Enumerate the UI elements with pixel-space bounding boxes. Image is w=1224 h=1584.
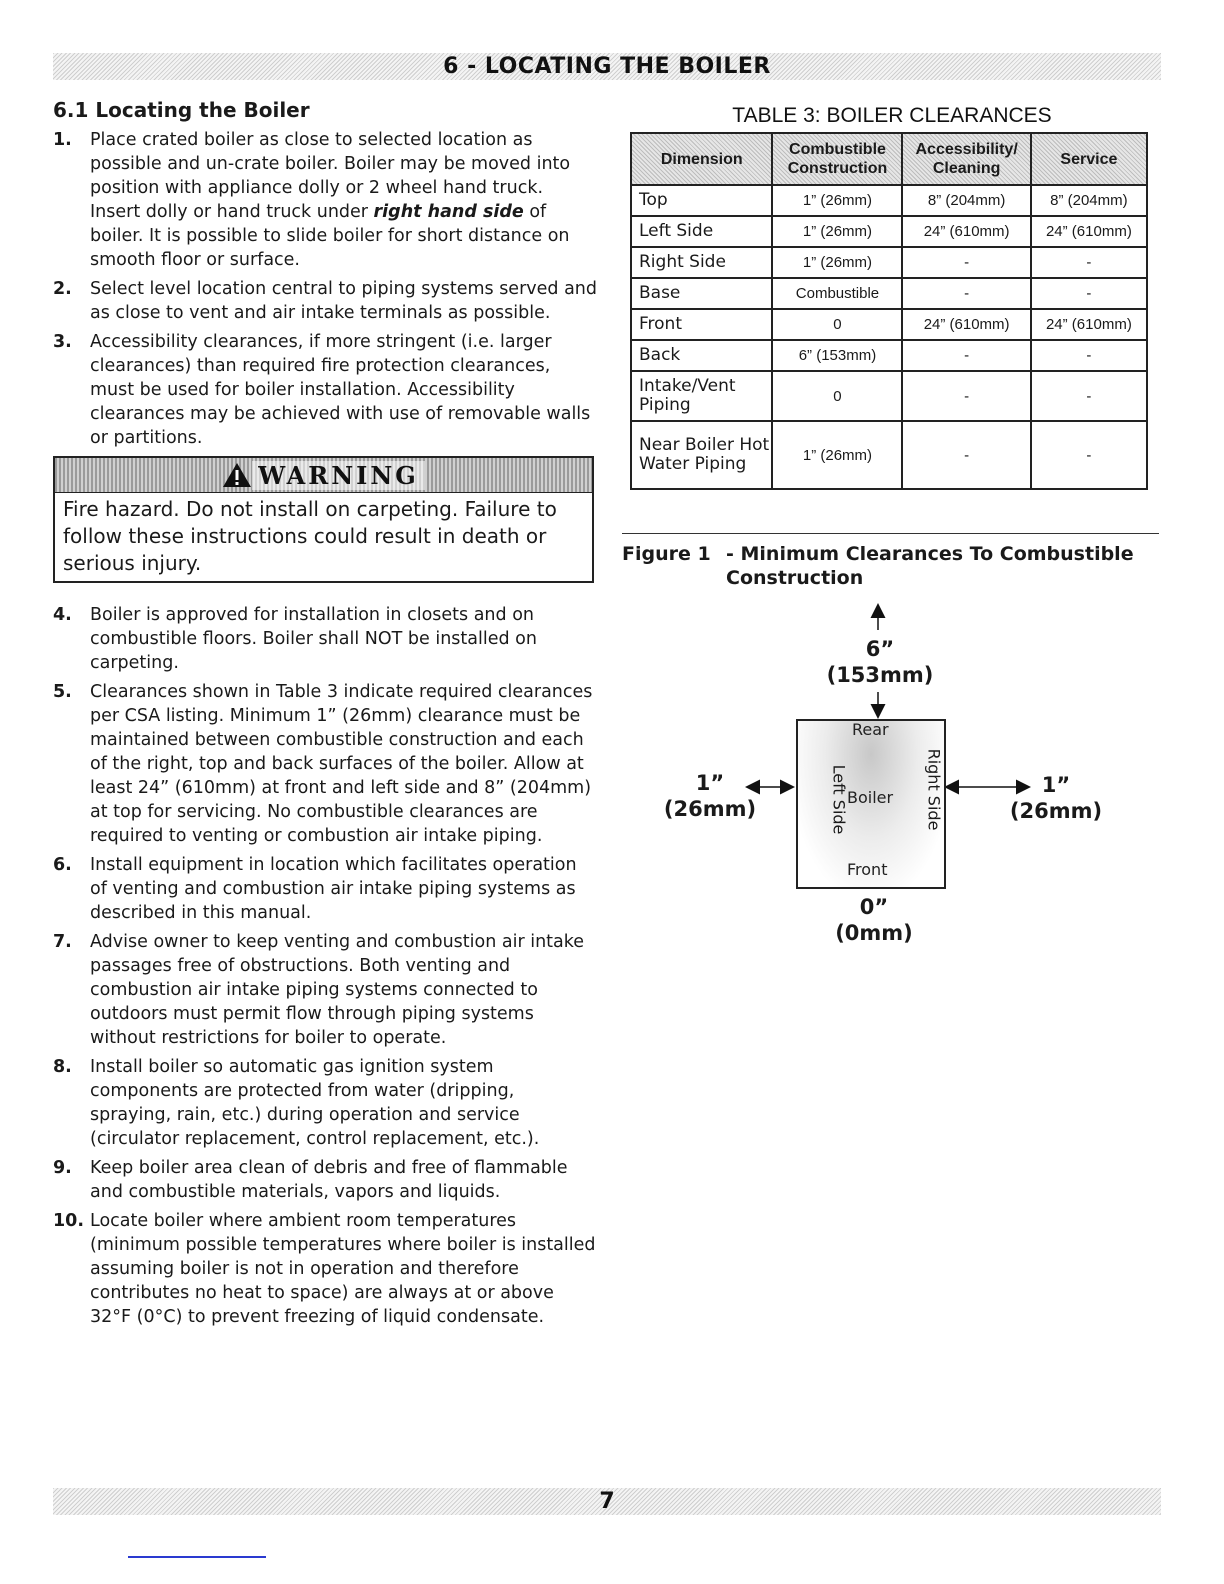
step-number: 8.: [53, 1057, 72, 1077]
top-clearance-mm: (153mm): [826, 663, 934, 687]
step-number: 1.: [53, 130, 72, 150]
right-clearance-mm: (26mm): [1009, 799, 1103, 823]
table-cell: Combustible: [772, 278, 902, 309]
table-cell: -: [902, 421, 1030, 489]
top-clearance-in: 6”: [865, 637, 895, 661]
left-clearance-label: [650, 770, 770, 822]
table-cell: 24” (610mm): [902, 216, 1030, 247]
front-label: Front: [847, 860, 888, 879]
table-cell: -: [1031, 247, 1147, 278]
bottom-clearance-in: 0”: [859, 895, 889, 919]
figure-title-line2: Construction: [726, 567, 864, 589]
table-header-cell: Accessibility/ Cleaning: [902, 133, 1030, 185]
table-cell: 0: [772, 371, 902, 421]
right-side-label: Right Side: [924, 748, 944, 831]
step-number: 2.: [53, 279, 72, 299]
table-cell: -: [1031, 421, 1147, 489]
table-cell: -: [1031, 371, 1147, 421]
step-emphasis: right hand side: [373, 202, 524, 222]
section-title: 6 - LOCATING THE BOILER: [443, 54, 771, 79]
table-row-label: Base: [631, 278, 772, 309]
step-text: Clearances shown in Table 3 indicate required clearances per CSA listing. Minimum 1” (26mm) clearance must be maintained between combustible construction and each of the right, top and back surfaces of the boiler. Allow at least 24” (610mm) at front and left side and 8” (204mm) at top for servicing. No combustible clearances are required to venting or combustion air intake piping.: [90, 682, 593, 846]
step-number: 9.: [53, 1158, 72, 1178]
table-row-label: Left Side: [631, 216, 772, 247]
table-cell: 8” (204mm): [902, 185, 1030, 216]
subsection-heading: 6.1 Locating the Boiler: [53, 98, 310, 122]
table-cell: 6” (153mm): [772, 340, 902, 371]
right-clearance-in: 1”: [1041, 773, 1071, 797]
step-text: Locate boiler where ambient room temperatures (minimum possible temperatures where boiler is installed assuming boiler is not in operation and therefore contributes no heat to space) are always at or above 32°F (0°C) to prevent freezing of liquid condensate.: [90, 1211, 596, 1327]
step-number: 6.: [53, 855, 72, 875]
table-cell: -: [1031, 278, 1147, 309]
boiler-label: Boiler: [847, 788, 894, 807]
step-number: 4.: [53, 605, 72, 625]
page-number: 7: [599, 1489, 615, 1514]
figure-title-line1: - Minimum Clearances To Combustible: [726, 543, 1134, 565]
step-text: Advise owner to keep venting and combustion air intake passages free of obstructions. Both venting and combustion air intake piping systems connected to outdoors must permit flow through piping systems without restrictions for boiler to operate.: [90, 932, 585, 1048]
step-text: Boiler is approved for installation in closets and on combustible floors. Boiler shall NOT be installed on carpeting.: [90, 605, 537, 673]
left-clearance-in: 1”: [695, 771, 725, 795]
top-clearance-label: [820, 636, 940, 688]
table-cell: 1” (26mm): [772, 216, 902, 247]
table-row-label: Near Boiler Hot Water Piping: [631, 421, 772, 489]
table-cell: 1” (26mm): [772, 421, 902, 489]
step-number: 10.: [53, 1211, 85, 1231]
step-text: Select level location central to piping systems served and as close to vent and air intake terminals as possible.: [90, 279, 597, 323]
table-row-label: Right Side: [631, 247, 772, 278]
table-cell: -: [902, 278, 1030, 309]
bottom-clearance-mm: (0mm): [835, 921, 913, 945]
step-number: 5.: [53, 682, 72, 702]
table-title: TABLE 3: BOILER CLEARANCES: [732, 104, 1052, 127]
table-row-label: Intake/Vent Piping: [631, 371, 772, 421]
table-header-cell: Service: [1031, 133, 1147, 185]
step-text: Place crated boiler as close to selected location as possible and un-crate boiler. Boiler may be moved into position with appliance dolly or 2 wheel hand truck. Insert dolly or hand truck under: [90, 130, 571, 222]
table-cell: 1” (26mm): [772, 247, 902, 278]
warning-text: Fire hazard. Do not install on carpeting. Failure to follow these instructions could result in death or serious injury.: [63, 497, 557, 575]
table-cell: 24” (610mm): [1031, 216, 1147, 247]
table-cell: -: [902, 247, 1030, 278]
table-cell: 24” (610mm): [1031, 309, 1147, 340]
table-header-cell: Combustible Construction: [772, 133, 902, 185]
table-cell: 8” (204mm): [1031, 185, 1147, 216]
step-text: Accessibility clearances, if more stringent (i.e. larger clearances) than required fire protection clearances, must be used for boiler installation. Accessibility clearances may be achieved with use of removable walls or partitions.: [90, 332, 591, 448]
table-cell: 1” (26mm): [772, 185, 902, 216]
right-clearance-label: [1000, 772, 1112, 824]
table-row-label: Top: [631, 185, 772, 216]
step-number: 7.: [53, 932, 72, 952]
step-text: Install boiler so automatic gas ignition system components are protected from water (dripping, spraying, rain, etc.) during operation and service (circulator replacement, control replacement, etc.).: [90, 1057, 540, 1149]
table-cell: 0: [772, 309, 902, 340]
step-number: 3.: [53, 332, 72, 352]
step-text: Install equipment in location which facilitates operation of venting and combustion air intake piping systems as described in this manual.: [90, 855, 577, 923]
table-header-cell: Dimension: [631, 133, 772, 185]
step-text: Keep boiler area clean of debris and free of flammable and combustible materials, vapors and liquids.: [90, 1158, 568, 1202]
rear-label: Rear: [852, 720, 889, 739]
table-row-label: Back: [631, 340, 772, 371]
table-cell: -: [902, 340, 1030, 371]
table-cell: -: [902, 371, 1030, 421]
left-clearance-mm: (26mm): [663, 797, 757, 821]
footer-link-line: [128, 1556, 266, 1558]
table-row-label: Front: [631, 309, 772, 340]
bottom-clearance-label: [814, 894, 934, 946]
table-cell: 24” (610mm): [902, 309, 1030, 340]
footer-band: [53, 1488, 1161, 1515]
warning-title: WARNING: [252, 461, 425, 490]
figure-label: Figure 1: [622, 543, 711, 565]
step-text: of boiler. It is possible to slide boiler for short distance on smooth floor or surface.: [90, 202, 570, 270]
table-cell: -: [1031, 340, 1147, 371]
left-side-label: Left Side: [829, 764, 849, 835]
